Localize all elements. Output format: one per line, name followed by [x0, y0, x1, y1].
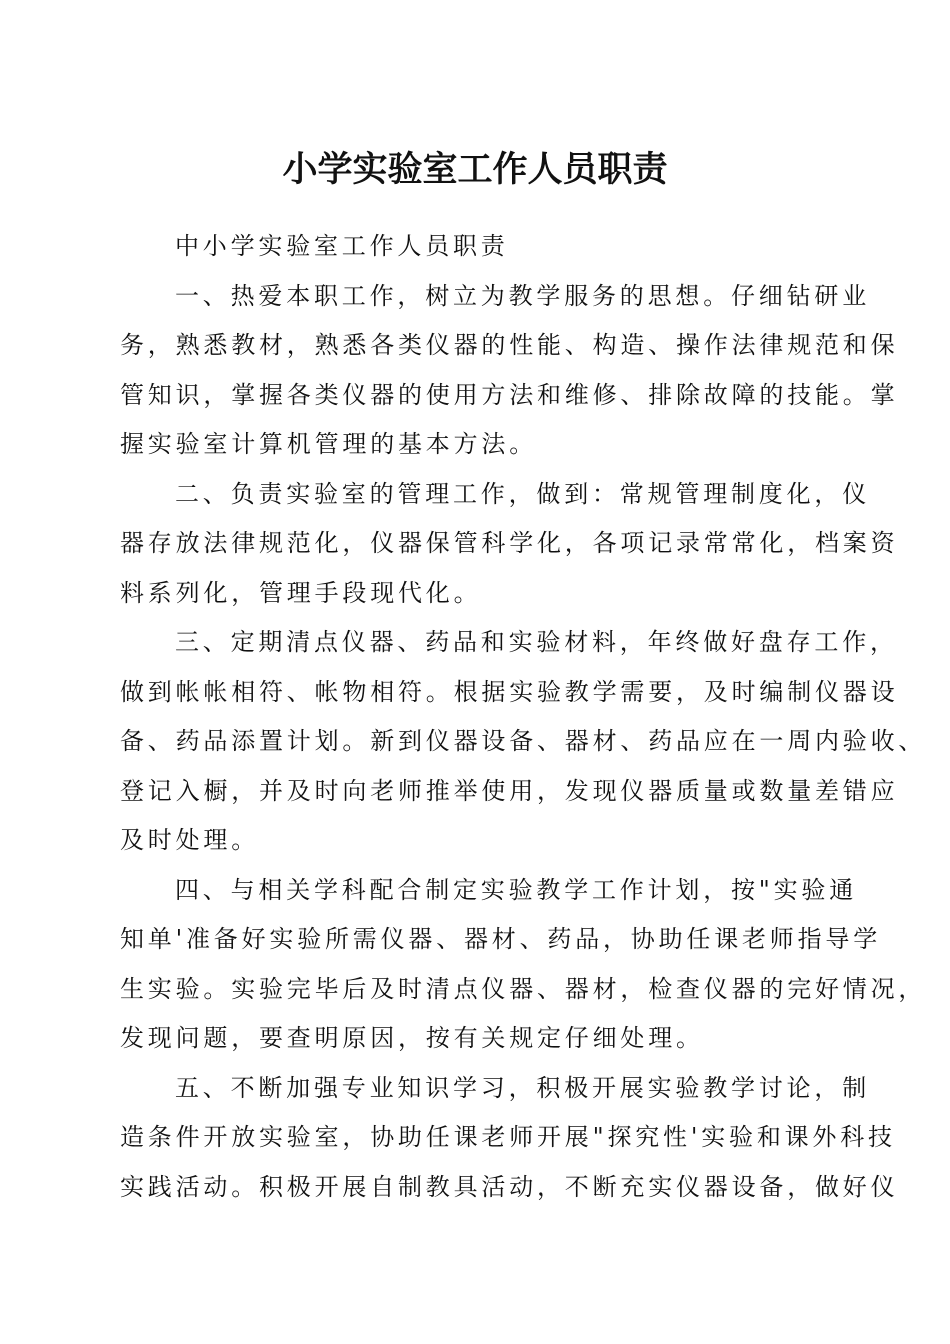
- text-line: 器存放法律规范化，仪器保管科学化，各项记录常常化，档案资: [120, 529, 899, 557]
- text-line: 管知识，掌握各类仪器的使用方法和维修、排除故障的技能。掌: [120, 380, 899, 409]
- text-line: 二、负责实验室的管理工作，做到：常规管理制度化，仪: [175, 479, 870, 508]
- document-body: [120, 222, 927, 1212]
- document-title: 小学实验室工作人员职责: [282, 149, 668, 190]
- text-line: 做到帐帐相符、帐物相符。根据实验教学需要，及时编制仪器设: [120, 677, 899, 706]
- text-line: 料系列化，管理手段现代化。: [120, 578, 482, 607]
- paragraph-duty-4: [120, 866, 927, 1064]
- text-line: 登记入橱，并及时向老师推举使用，发现仪器质量或数量差错应: [120, 776, 899, 805]
- paragraph-duty-2: [120, 470, 899, 619]
- text-line: 中小学实验室工作人员职责: [175, 232, 509, 260]
- paragraph-subtitle: [120, 222, 836, 272]
- paragraph-duty-1: [120, 272, 899, 470]
- text-line: 备、药品添置计划。新到仪器设备、器材、药品应在一周内验收、: [120, 727, 927, 755]
- text-line: 知单'准备好实验所需仪器、器材、药品，协助任课老师指导学: [120, 925, 881, 953]
- text-line: 实践活动。积极开展自制教具活动，不断充实仪器设备，做好仪: [120, 1172, 899, 1201]
- text-line: 三、定期清点仪器、药品和实验材料，年终做好盘存工作，: [175, 628, 898, 656]
- text-line: 务，熟悉教材，熟悉各类仪器的性能、构造、操作法律规范和保: [120, 331, 899, 359]
- text-line: 及时处理。: [120, 826, 259, 854]
- text-line: 发现问题，要查明原因，按有关规定仔细处理。: [120, 1024, 704, 1052]
- paragraph-duty-5: [120, 1064, 899, 1213]
- text-line: 生实验。实验完毕后及时清点仪器、器材，检查仪器的完好情况，: [120, 974, 927, 1003]
- text-line: 一、热爱本职工作，树立为教学服务的思想。仔细钻研业: [175, 281, 870, 310]
- text-line: 握实验室计算机管理的基本方法。: [120, 430, 537, 458]
- text-line: 造条件开放实验室，协助任课老师开展"探究性'实验和课外科技: [120, 1123, 896, 1151]
- text-line: 四、与相关学科配合制定实验教学工作计划，按"实验通: [175, 875, 858, 904]
- text-line: 五、不断加强专业知识学习，积极开展实验教学讨论，制: [175, 1073, 870, 1102]
- paragraph-duty-3: [120, 618, 927, 866]
